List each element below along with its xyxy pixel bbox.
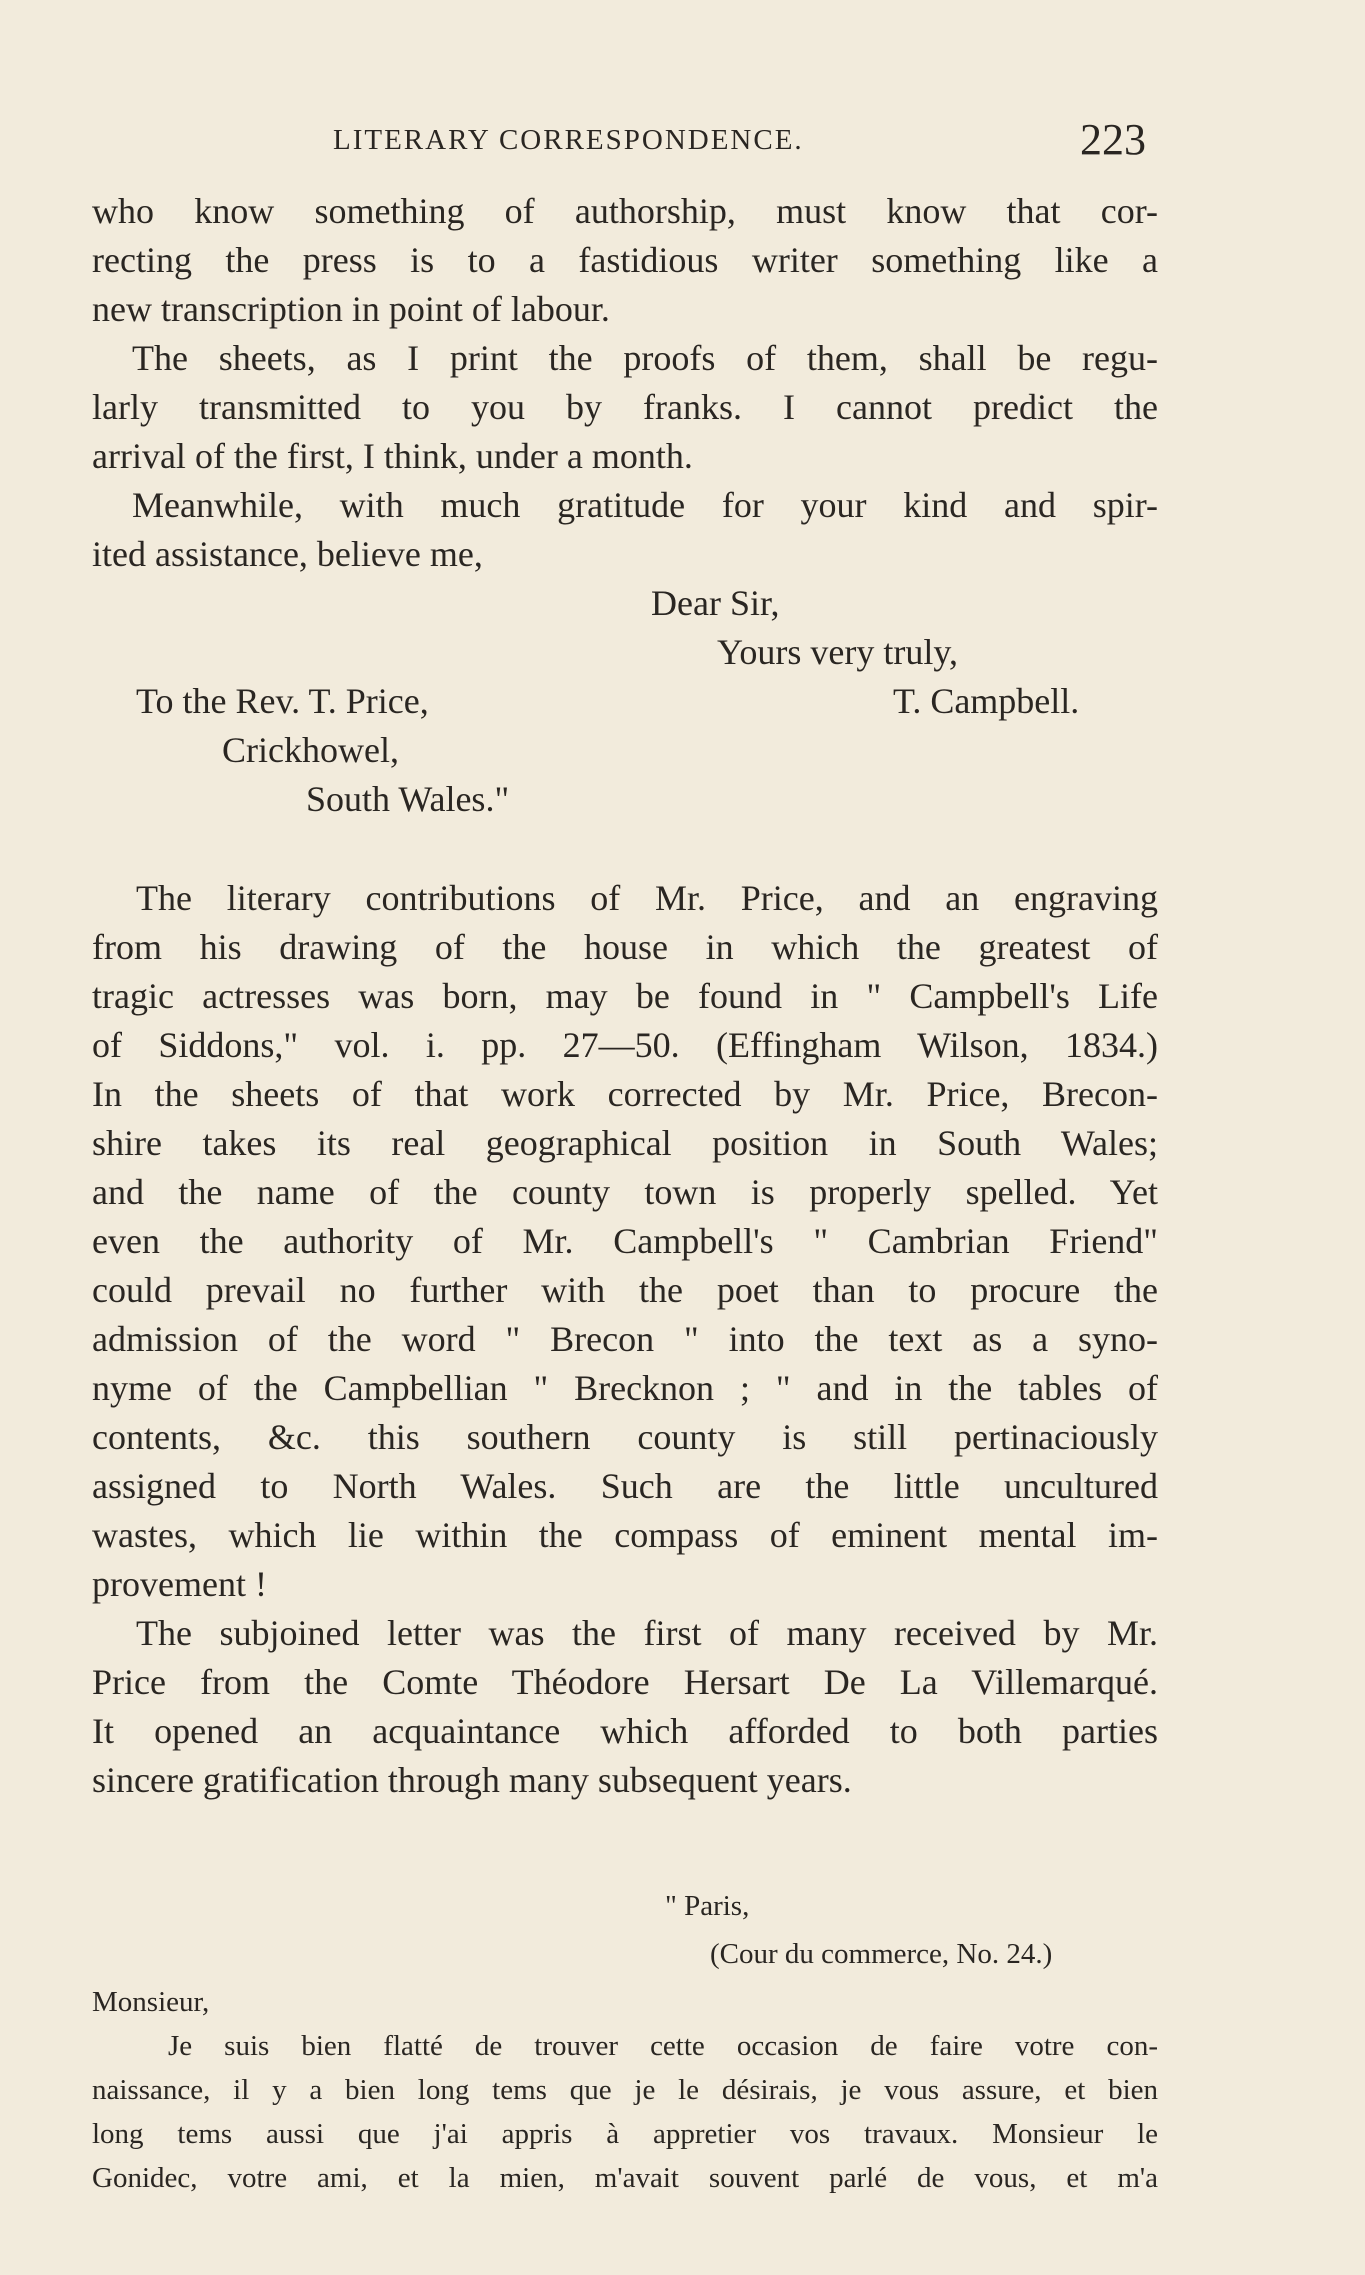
text-line: The subjoined letter was the first of many received by Mr. — [136, 1613, 1158, 1653]
letter-line: Je suis bien flatté de trouver cette occasion de faire votre con- — [168, 2030, 1158, 2062]
text-line: provement ! — [92, 1564, 267, 1604]
text-line: admission of the word " Brecon " into the text as a syno- — [92, 1319, 1158, 1359]
running-title: LITERARY CORRESPONDENCE. — [333, 124, 804, 156]
text-line: Meanwhile, with much gratitude for your kind and spir- — [132, 485, 1158, 525]
addressee: Crickhowel, — [222, 730, 399, 770]
letter-address: (Cour du commerce, No. 24.) — [710, 1938, 1053, 1970]
letter-place: " Paris, — [665, 1890, 750, 1922]
text-line: even the authority of Mr. Campbell's " Cambrian Friend" — [92, 1221, 1158, 1261]
text-line: assigned to North Wales. Such are the little uncultured — [92, 1466, 1158, 1506]
text-line: from his drawing of the house in which the greatest of — [92, 927, 1158, 967]
text-line: It opened an acquaintance which afforded to both parties — [92, 1711, 1158, 1751]
text-line: In the sheets of that work corrected by Mr. Price, Brecon- — [92, 1074, 1158, 1114]
text-line: sincere gratification through many subsequent years. — [92, 1760, 852, 1800]
text-line: arrival of the first, I think, under a month. — [92, 436, 693, 476]
text-line: new transcription in point of labour. — [92, 289, 610, 329]
text-line: recting the press is to a fastidious writer something like a — [92, 240, 1158, 280]
text-line: and the name of the county town is properly spelled. Yet — [92, 1172, 1158, 1212]
text-line: larly transmitted to you by franks. I cannot predict the — [92, 387, 1158, 427]
letter-line: Gonidec, votre ami, et la mien, m'avait souvent parlé de vous, et m'a — [92, 2162, 1158, 2194]
letter-closing: Yours very truly, — [717, 632, 959, 672]
letter-salutation: Monsieur, — [92, 1986, 210, 2018]
page-number: 223 — [1080, 115, 1146, 164]
text-line: shire takes its real geographical position in South Wales; — [92, 1123, 1158, 1163]
text-line: of Siddons," vol. i. pp. 27—50. (Effingham Wilson, 1834.) — [92, 1025, 1158, 1065]
text-line: contents, &c. this southern county is still pertinaciously — [92, 1417, 1158, 1457]
letter-closing: Dear Sir, — [651, 583, 780, 623]
text-line: who know something of authorship, must know that cor- — [92, 191, 1158, 231]
text-line: tragic actresses was born, may be found in " Campbell's Life — [92, 976, 1158, 1016]
letter-line: long tems aussi que j'ai appris à appretier vos travaux. Monsieur le — [92, 2118, 1158, 2150]
text-line: The literary contributions of Mr. Price, and an engraving — [136, 878, 1158, 918]
letter-line: naissance, il y a bien long tems que je le désirais, je vous assure, et bien — [92, 2074, 1158, 2106]
text-line: wastes, which lie within the compass of eminent mental im- — [92, 1515, 1158, 1555]
text-line: Price from the Comte Théodore Hersart De La Villemarqué. — [92, 1662, 1158, 1702]
signature: T. Campbell. — [893, 681, 1080, 721]
text-line: nyme of the Campbellian " Brecknon ; " and in the tables of — [92, 1368, 1158, 1408]
text-line: The sheets, as I print the proofs of them, shall be regu- — [132, 338, 1158, 378]
addressee: To the Rev. T. Price, — [136, 681, 429, 721]
text-line: could prevail no further with the poet than to procure the — [92, 1270, 1158, 1310]
text-line: ited assistance, believe me, — [92, 534, 483, 574]
addressee: South Wales." — [306, 779, 510, 819]
